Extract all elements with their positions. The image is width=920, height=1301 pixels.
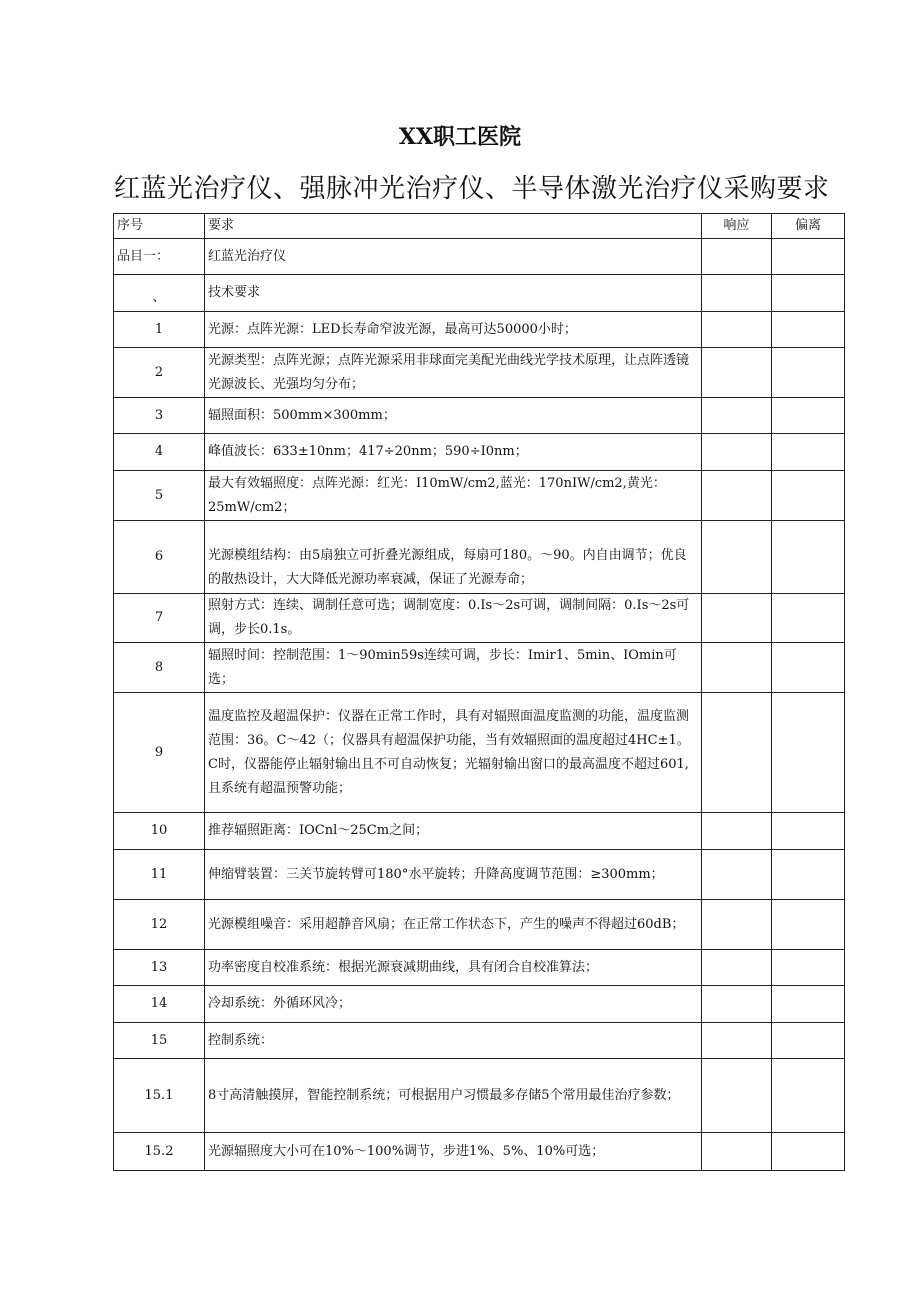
row-text: 冷却系统：外循环风冷； [205,986,702,1023]
table-row [114,521,845,594]
row-no: 6 [114,521,205,594]
table-row [114,693,845,813]
deviation-cell[interactable] [772,594,845,643]
deviation-cell[interactable] [772,1059,845,1133]
response-cell[interactable] [702,275,772,312]
row-text: 辐照面积：500mm×300mm； [205,398,702,434]
response-cell[interactable] [702,594,772,643]
deviation-cell[interactable] [772,312,845,348]
response-cell[interactable] [702,693,772,813]
response-cell[interactable] [702,643,772,693]
section-mark-cell [114,275,205,312]
item-label: 品目一： [114,239,205,275]
row-no: 15.1 [114,1059,205,1133]
row-no: 5 [114,471,205,521]
row-no: 15 [114,1023,205,1059]
deviation-cell[interactable] [772,1133,845,1171]
response-cell[interactable] [702,850,772,900]
header-response: 响应 [702,214,772,239]
deviation-cell[interactable] [772,275,845,312]
row-text: 峰值波长：633±10nm；417÷20nm；590÷I0nm； [205,434,702,471]
table-row [114,471,845,521]
deviation-cell[interactable] [772,521,845,594]
row-text: 最大有效辐照度：点阵光源：红光：I10mW/cm2,蓝光：170nIW/cm2,黄光：25mW/cm2； [205,471,702,521]
row-text: 照射方式：连续、调制任意可选；调制宽度：0.Is～2s可调，调制间隔：0.Is～2s可调，步长0.1s。 [205,594,702,643]
table-row [114,950,845,986]
response-cell[interactable] [702,900,772,950]
requirements-table [113,213,845,1171]
deviation-cell[interactable] [772,348,845,398]
deviation-cell[interactable] [772,813,845,850]
deviation-cell[interactable] [772,693,845,813]
table-row [114,1023,845,1059]
row-no: 1 [114,312,205,348]
row-text: 辐照时间：控制范围：1～90min59s连续可调，步长：Imir1、5min、IOmin可选； [205,643,702,693]
deviation-cell[interactable] [772,643,845,693]
row-text: 控制系统： [205,1023,702,1059]
table-row [114,1133,845,1171]
row-no: 9 [114,693,205,813]
response-cell[interactable] [702,521,772,594]
row-text: 8寸高清触摸屏，智能控制系统；可根据用户习惯最多存储5个常用最佳治疗参数； [205,1059,702,1133]
row-text: 光源：点阵光源：LED长寿命窄波光源，最高可达50000小时； [205,312,702,348]
row-no: 12 [114,900,205,950]
table-row [114,1059,845,1133]
row-text: 温度监控及超温保护：仪器在正常工作时，具有对辐照面温度监测的功能，温度监测范围：36。C～42（；仪器具有超温保护功能，当有效辐照面的温度超过4HC±1。C时，仪器能停止辐射输出且不可自动恢复；光辐射输出窗口的最高温度不超过601,且系统有超温预警功能； [205,693,702,813]
table-row [114,434,845,471]
deviation-cell[interactable] [772,471,845,521]
table-row [114,900,845,950]
response-cell[interactable] [702,434,772,471]
row-no: 11 [114,850,205,900]
header-requirement: 要求 [205,214,702,239]
row-no: 15.2 [114,1133,205,1171]
deviation-cell[interactable] [772,434,845,471]
response-cell[interactable] [702,312,772,348]
row-text: 光源模组噪音：采用超静音风扇；在正常工作状态下，产生的噪声不得超过60dB； [205,900,702,950]
response-cell[interactable] [702,398,772,434]
table-row [114,813,845,850]
deviation-cell[interactable] [772,239,845,275]
section-row [114,275,845,312]
header-no: 序号 [114,214,205,239]
row-no: 3 [114,398,205,434]
response-cell[interactable] [702,986,772,1023]
row-text: 功率密度自校准系统：根据光源衰减期曲线，具有闭合自校准算法； [205,950,702,986]
row-text: 伸缩臂装置：三关节旋转臂可180°水平旋转；升降高度调节范围：≥300mm； [205,850,702,900]
response-cell[interactable] [702,1023,772,1059]
table-row [114,643,845,693]
row-text: 光源类型：点阵光源；点阵光源采用非球面完美配光曲线光学技术原理，让点阵透镜光源波长、光强均匀分布； [205,348,702,398]
response-cell[interactable] [702,950,772,986]
deviation-cell[interactable] [772,398,845,434]
row-no: 14 [114,986,205,1023]
row-no: 7 [114,594,205,643]
response-cell[interactable] [702,1133,772,1171]
section-label: 技术要求 [205,275,702,312]
response-cell[interactable] [702,239,772,275]
header-deviation: 偏离 [772,214,845,239]
table-row [114,312,845,348]
document-title: 红蓝光治疗仪、强脉冲光治疗仪、半导体激光治疗仪采购要求 [114,174,830,204]
hospital-name: XX职工医院 [398,124,522,150]
row-no: 4 [114,434,205,471]
table-row [114,850,845,900]
deviation-cell[interactable] [772,900,845,950]
row-text: 光源模组结构：由5扇独立可折叠光源组成，每扇可180。～90。内自由调节；优良的散热设计，大大降低光源功率衰减，保证了光源寿命； [205,521,702,594]
section-mark: 、 [152,290,166,305]
deviation-cell[interactable] [772,950,845,986]
row-no: 2 [114,348,205,398]
response-cell[interactable] [702,1059,772,1133]
table-header-row [114,214,845,239]
item-name: 红蓝光治疗仪 [205,239,702,275]
response-cell[interactable] [702,348,772,398]
table-row [114,348,845,398]
table-row [114,594,845,643]
response-cell[interactable] [702,813,772,850]
item-row [114,239,845,275]
row-text: 光源辐照度大小可在10%～100%调节，步进1%、5%、10%可选； [205,1133,702,1171]
deviation-cell[interactable] [772,986,845,1023]
row-text: 推荐辐照距离：IOCnl～25Cm之间； [205,813,702,850]
deviation-cell[interactable] [772,1023,845,1059]
deviation-cell[interactable] [772,850,845,900]
row-no: 8 [114,643,205,693]
response-cell[interactable] [702,471,772,521]
table-row [114,398,845,434]
table-row [114,986,845,1023]
row-no: 13 [114,950,205,986]
row-no: 10 [114,813,205,850]
